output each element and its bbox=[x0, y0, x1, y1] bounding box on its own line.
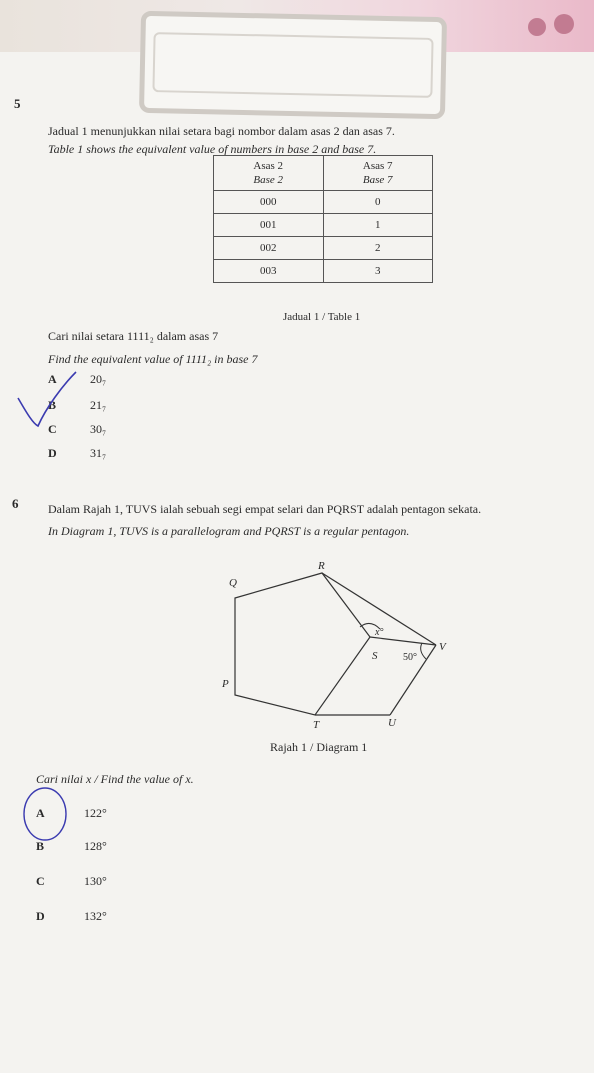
q6-option-a-text[interactable]: 122° bbox=[84, 806, 107, 820]
q5-option-a-letter[interactable]: A bbox=[48, 372, 57, 386]
question-6-malay-text: Dalam Rajah 1, TUVS ialah sebuah segi empat selari dan PQRST adalah pentagon sekata. bbox=[48, 502, 482, 516]
question-6-prompt: Cari nilai x / Find the value of x. bbox=[36, 772, 194, 786]
header-base7-malay: Asas 7 bbox=[362, 160, 393, 172]
q6-option-d-text[interactable]: 132° bbox=[84, 909, 107, 923]
q6-option-c-text[interactable]: 130° bbox=[84, 874, 107, 888]
blank-answer-frame bbox=[139, 11, 447, 119]
diagram-label-p: P bbox=[222, 678, 229, 690]
question-5-malay-text: Jadual 1 menunjukkan nilai setara bagi nombor dalam asas 2 dan asas 7. bbox=[48, 124, 395, 138]
blank-answer-frame-inner bbox=[152, 32, 433, 98]
diagram-label-r: R bbox=[318, 560, 325, 572]
table-cell: 0 bbox=[323, 191, 433, 214]
q5-option-b-text[interactable]: 21₇ bbox=[90, 398, 107, 412]
question-6-english-text: In Diagram 1, TUVS is a parallelogram and PQRST is a regular pentagon. bbox=[48, 524, 410, 538]
q5-option-c-text[interactable]: 30₇ bbox=[90, 422, 107, 436]
q6-option-d-letter[interactable]: D bbox=[36, 909, 45, 923]
diagram-angle-50: 50° bbox=[403, 652, 417, 663]
question-5-number: 5 bbox=[14, 96, 21, 111]
question-5-prompt-malay: Cari nilai setara 1111₂ dalam asas 7 bbox=[48, 329, 219, 343]
diagram-label-v: V bbox=[439, 641, 446, 653]
diagram-label-s: S bbox=[372, 650, 378, 662]
header-base2-english: Base 2 bbox=[253, 174, 284, 186]
table-caption: Jadual 1 / Table 1 bbox=[283, 311, 361, 323]
diagram-caption: Rajah 1 / Diagram 1 bbox=[270, 740, 368, 754]
header-base7-english: Base 7 bbox=[362, 174, 393, 186]
table-cell: 002 bbox=[214, 237, 324, 260]
q6-option-b-text[interactable]: 128° bbox=[84, 839, 107, 853]
header-base2-malay: Asas 2 bbox=[253, 160, 284, 172]
q6-option-b-letter[interactable]: B bbox=[36, 839, 45, 853]
table-row bbox=[214, 260, 433, 283]
table-row bbox=[214, 191, 433, 214]
q5-option-c-letter[interactable]: C bbox=[48, 422, 57, 436]
decorative-dot bbox=[554, 14, 574, 34]
table-cell: 1 bbox=[323, 214, 433, 237]
pentagon-pqrst bbox=[235, 573, 370, 715]
diagram-angle-x: x° bbox=[375, 627, 384, 638]
q6-option-c-letter[interactable]: C bbox=[36, 874, 45, 888]
table-row bbox=[214, 237, 433, 260]
q5-option-d-letter[interactable]: D bbox=[48, 446, 57, 460]
table-cell: 003 bbox=[214, 260, 324, 283]
base-conversion-table bbox=[213, 155, 433, 283]
question-5-english-text: Table 1 shows the equivalent value of numbers in base 2 and base 7. bbox=[48, 142, 377, 156]
pentagon-parallelogram-diagram bbox=[200, 555, 460, 735]
table-header-row bbox=[214, 156, 433, 191]
table-cell: 3 bbox=[323, 260, 433, 283]
diagram-label-q: Q bbox=[229, 577, 237, 589]
table-header-base2 bbox=[214, 156, 324, 191]
q5-option-a-text[interactable]: 20₇ bbox=[90, 372, 107, 386]
decorative-dot bbox=[528, 18, 546, 36]
table-cell: 001 bbox=[214, 214, 324, 237]
table-header-base7 bbox=[323, 156, 433, 191]
diagram-label-t: T bbox=[313, 719, 320, 731]
handwritten-circle-mark bbox=[20, 784, 72, 846]
question-6-number: 6 bbox=[12, 496, 19, 511]
q5-option-d-text[interactable]: 31₇ bbox=[90, 446, 107, 460]
table-cell: 000 bbox=[214, 191, 324, 214]
table-row bbox=[214, 214, 433, 237]
q6-option-a-letter[interactable]: A bbox=[36, 806, 45, 820]
question-5-prompt-english: Find the equivalent value of 1111₂ in base 7 bbox=[48, 352, 258, 366]
diagram-label-u: U bbox=[388, 717, 396, 729]
handwritten-tick-mark bbox=[14, 368, 84, 430]
table-cell: 2 bbox=[323, 237, 433, 260]
angle-50-arc bbox=[421, 643, 426, 659]
q5-option-b-letter[interactable]: B bbox=[48, 398, 57, 412]
